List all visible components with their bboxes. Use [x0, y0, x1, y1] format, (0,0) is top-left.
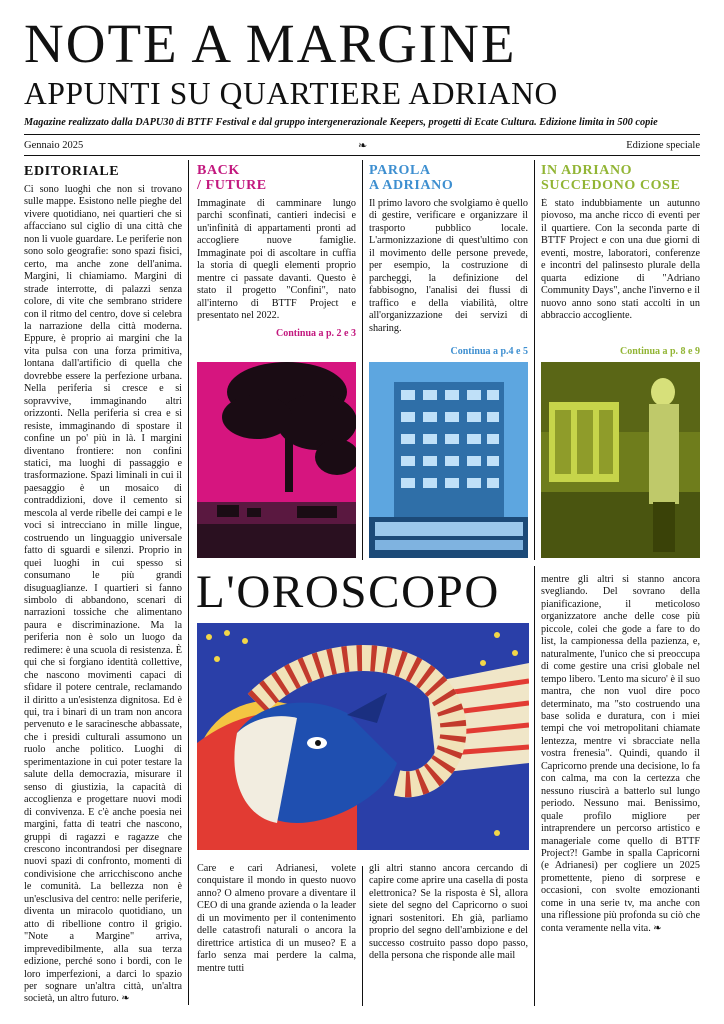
parola-title-line1: PAROLA	[369, 163, 431, 178]
column-divider-3	[534, 160, 535, 560]
parola-title	[369, 163, 453, 193]
edition-label: Edizione speciale	[626, 140, 700, 151]
editoriale-text: Ci sono luoghi che non si trovano sulle mappe. Esistono nelle pieghe del vivere quotidiano, nei quartieri che si affacciano sul ciglio di una città che non li vuole guardare. Le periferie non sono solo geografie: sono spazi fisici, certo, ma anche zone dell'anima. Margini, li chiamiamo. Margini di strade interrotte, di palazzi senza colore, di vite che sembrano stridere con il ritmo del centro, dove si celebra la narrazione della città moderna. Eppure, è proprio ai margini che la vita pulsa con una forza primitiva, lontana dall'artificio di quella che dovrebbe essere la perfezione urbana. Nella periferia si cresce e si sopravvive, immaginando altri orizzonti. Nella periferia si crea e si resiste, immaginando di spostare il confine un po' più in là. I margini diventano frontiere: non confini statici, ma luoghi di passaggio e trasformazione. Spazi liminali in cui il paesaggio è un mosaico di contraddizioni, dove il cemento si mescola al verde ribelle dei campi e le voci si intrecciano in mille lingue, costruendo un linguaggio universale fatto di sguardi e silenzi. Proprio in quei luoghi in cui spesso si consumano le più grandi disuguaglianze. I quartieri si fanno simbolo di abbandono, scenari di narrazioni tossiche che alimentano paura e discriminazione. Ma la periferia non è solo un luogo da redimere: è una scuola di resistenza. È qui che si forgiano identità collettive, che nascono movimenti capaci di sfidare il potere centrale, reclamando il diritto a un'esistenza dignitosa. Ed è qui, tra i binari di un tram non ancora pervenuto e le saracinesche abbassate, che i presidi culturali assumono un ruolo anche politico. Luoghi di sperimentazione in cui poter testare la salute della democrazia, misurare il senso di giustizia, la capacità di accoglienza e progettare nuovi modi di convivenza. E c'è anche poesia nei margini, fatta di teatri che nascono, gruppi di ragazzi e ragazze che crescono incontrandosi per disegnare nuovi spazi di confronto, momenti di condivisione che arricchiscono anche le comunità. La bellezza non è un'esclusiva del centro: nelle periferie, diventa un miracolo quotidiano, un atto di ribellione contro il grigio. "Note a Margine" arriva, imprevedibilmente, alla sua terza edizione, perché sono i bordi, con le loro imperfezioni, a darci lo spazio per sognare un'altra città, un'altra società, un altro futuro. ❧	[24, 184, 182, 1004]
in-adriano-text: È stato indubbiamente un autunno piovoso, ma anche ricco di eventi per il quartiere. Con la seconda parte di BTTF Project e con una due giorni di eventi, mostre, laboratori, conferenze e incontri del palinsesto plurale della quarta edizione di "Adriano Community Days", anche l'inverno e il nuovo anno sono stati accolti in un abbraccio accogliente.	[541, 198, 700, 322]
back-future-title	[197, 163, 267, 193]
back-future-text: Immaginate di camminare lungo parchi sconfinati, cantieri indecisi e un'infinità di appartamenti pronti ad accogliere nuove famiglie. Immaginate poi di ascoltare in cuffia la storia di quegli elementi proprio mentre ci passate davanti. Questo è stato il progetto "Confini", nato all'interno di BTTF Project e presentato nel 2022.	[197, 198, 356, 322]
oroscopo-text-col2: gli altri stanno ancora cercando di capire come aprire una casella di posta elettronica? Se la risposta è SÌ, allora siete del segno del Capricorno o suoi ignari sostenitori. Eh già, parliamo proprio del segno dell'ambizione e del successo costruito passo dopo passo, della persona che risponde alle mail	[369, 863, 528, 962]
column-divider-4	[362, 866, 363, 1006]
back-future-title-line1: BACK	[197, 163, 240, 178]
oroscopo-illustration	[197, 623, 529, 850]
parola-continue-link[interactable]: Continua a p.4 e 5	[450, 346, 528, 357]
column-divider-5	[534, 566, 535, 1006]
masthead-rule-bottom	[24, 155, 700, 156]
ornament-icon: ❧	[358, 140, 368, 152]
in-adriano-continue-link[interactable]: Continua a p. 8 e 9	[619, 346, 700, 357]
masthead-subtitle: APPUNTI SU QUARTIERE ADRIANO	[24, 76, 558, 111]
oroscopo-text-col1: Care e cari Adrianesi, volete conquistare il mondo in questo nuovo anno? O almeno provare a diventare il CEO di una grande azienda o la leader di un movimento per il contenimento delle catastrofi naturali o ancora la direttrice artistica di un museo? E a farlo senza mai perdere la calma, mentre tutti	[197, 863, 356, 974]
in-adriano-photo	[541, 362, 700, 558]
editoriale-title: EDITORIALE	[24, 164, 120, 179]
oroscopo-text-col3: mentre gli altri si stanno ancora svegliando. Del sovrano della pianificazione, il meticoloso organizzatore anche delle cose più piccole, colei che gode a fare to do list, la campionessa della pazienza, e, naturalmente, l'unico che si preoccupa di come gestire una crisi globale nel tempo libero. 'Lento ma sicuro' è il suo mantra, che non vuol dire poco determinato, ma "sto costruendo una base solida e duratura, con i miei tempi che voi metropolitani chiamate lentezza, mentre vi sbracciate nella vostra frenesia". Quindi, quando il Capricorno prende una decisione, lo fa con calma, ma con la certezza che nessuno riuscirà a batterlo sul lungo periodo. Nessuno mai. Benissimo, quale profilo migliore per intraprendere un percorso artistico e manageriale come quello di BTTF Project?! Gambe in spalla Capricorni (e Adrianesi) per cogliere un 2025 promettente, pieno di sorprese e occasioni, con svolte emozionanti come in una serie tv, ma anche con una riflessione più profonda su ciò che conta veramente nella vita. ❧	[541, 574, 700, 934]
column-divider-1	[188, 160, 189, 1005]
masthead-tagline: Magazine realizzato dalla DAPU30 di BTTF Festival e dal gruppo intergenerazionale Keepers, progetti di Ecate Cultura. Edizione limita in 500 copie	[24, 117, 658, 128]
masthead-title: NOTE A MARGINE	[24, 13, 517, 74]
back-future-continue-link[interactable]: Continua a p. 2 e 3	[275, 328, 356, 339]
in-adriano-title-line1: IN ADRIANO	[541, 163, 633, 178]
issue-date: Gennaio 2025	[24, 140, 84, 151]
parola-title-line2: A ADRIANO	[369, 178, 454, 193]
parola-text: Il primo lavoro che svolgiamo è quello di gestire, verificare e organizzare il trasporto pubblico locale. L'armonizzazione di quest'ultimo con il movimento delle persone prevede, per esempio, la costruzione di parcheggi, la definizione del fabbisogno, l'analisi dei flussi di traffico e della viabilità, oltre all'organizzazione dei servizi di sharing.	[369, 198, 528, 334]
masthead-rule-top	[24, 134, 700, 135]
back-future-title-line2: / FUTURE	[197, 178, 267, 193]
column-divider-2	[362, 160, 363, 560]
oroscopo-title: L'OROSCOPO	[196, 566, 500, 618]
in-adriano-title	[541, 163, 680, 193]
parola-photo	[369, 362, 528, 558]
in-adriano-title-line2: SUCCEDONO COSE	[541, 178, 681, 193]
back-future-photo	[197, 362, 356, 558]
